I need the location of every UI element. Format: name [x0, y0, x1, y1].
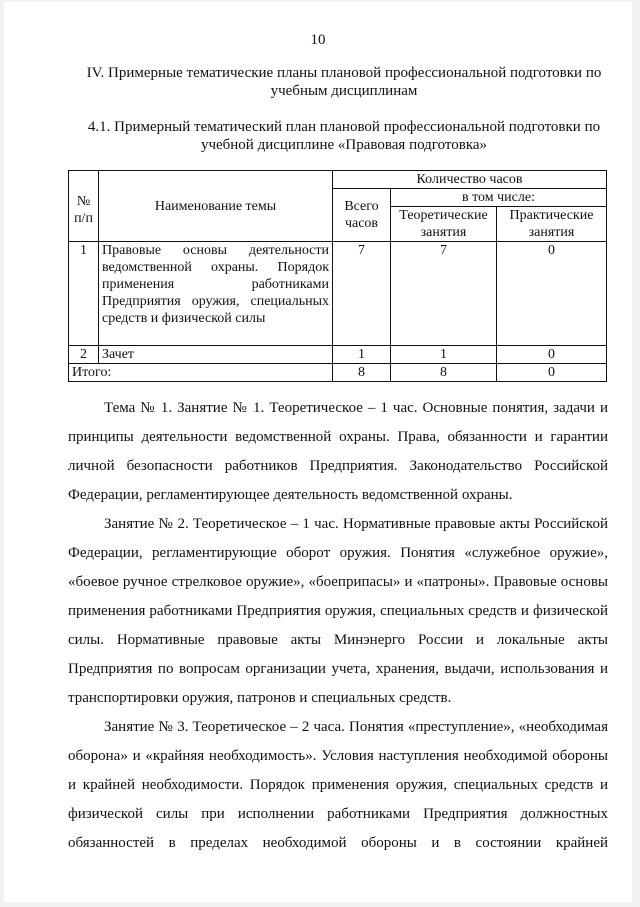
row-theory: 1	[391, 346, 497, 364]
paragraph-lesson-1: Тема № 1. Занятие № 1. Теоретическое – 1 час. Основные понятия, задачи и принципы деятельности ведомственной охраны. Права, обязанности и гарантии личной безопасности работников Предприятия. Законодательство Российской Федерации, регламентирующее деятельность ведомственной охраны.	[68, 400, 608, 503]
table-row	[69, 346, 607, 364]
page-number: 10	[310, 32, 326, 48]
paragraph-lesson-2: Занятие № 2. Теоретическое – 1 час. Нормативные правовые акты Российской Федерации, регламентирующие оборот оружия. Понятия «служебное оружие», «боевое ручное стрелковое оружие», «боеприпасы» и «патроны». Правовые основы применения работниками Предприятия оружия, специальных средств и физической силы. Нормативные правовые акты Минэнерго России и локальные акты Предприятия по вопросам организации учета, хранения, выдачи, использования и транспортировки оружия, патронов и специальных средств.	[68, 516, 608, 706]
header-topic: Наименование темы	[99, 171, 333, 242]
header-theory: Теоретические занятия	[391, 207, 497, 242]
totals-label: Итого:	[69, 364, 333, 382]
row-practice: 0	[497, 346, 607, 364]
header-total: Всего часов	[333, 189, 391, 242]
totals-theory: 8	[391, 364, 497, 382]
header-num: № п/п	[69, 171, 99, 242]
header-practice: Практические занятия	[497, 207, 607, 242]
body-text	[68, 394, 608, 858]
subsection-title: 4.1. Примерный тематический план плановой профессиональной подготовки по учебной дисциплине «Правовая подготовка»	[87, 119, 601, 153]
row-total: 7	[333, 242, 391, 346]
section-title: IV. Примерные тематические планы плановой профессиональной подготовки по учебным дисциплинам	[86, 65, 602, 99]
row-topic: Зачет	[99, 346, 333, 364]
row-num: 2	[69, 346, 99, 364]
totals-practice: 0	[497, 364, 607, 382]
row-topic: Правовые основы деятельности ведомственной охраны. Порядок применения работниками Предприятия оружия, специальных средств и физической силы	[99, 242, 333, 346]
thematic-plan-table	[68, 170, 607, 382]
table-header-row	[69, 171, 607, 189]
table-row	[69, 242, 607, 346]
paragraph-lesson-3: Занятие № 3. Теоретическое – 2 часа. Понятия «преступление», «необходимая оборона» и «крайняя необходимость». Условия наступления необходимой обороны и крайней необходимости. Порядок применения оружия, специальных средств и физической силы при исполнении работниками Предприятия должностных обязанностей в пределах необходимой обороны и в состоянии крайней	[68, 719, 608, 851]
document-page	[4, 2, 632, 902]
row-practice: 0	[497, 242, 607, 346]
header-including: в том числе:	[391, 189, 607, 207]
row-total: 1	[333, 346, 391, 364]
totals-total: 8	[333, 364, 391, 382]
row-num: 1	[69, 242, 99, 346]
header-hours: Количество часов	[333, 171, 607, 189]
row-theory: 7	[391, 242, 497, 346]
table-totals-row	[69, 364, 607, 382]
